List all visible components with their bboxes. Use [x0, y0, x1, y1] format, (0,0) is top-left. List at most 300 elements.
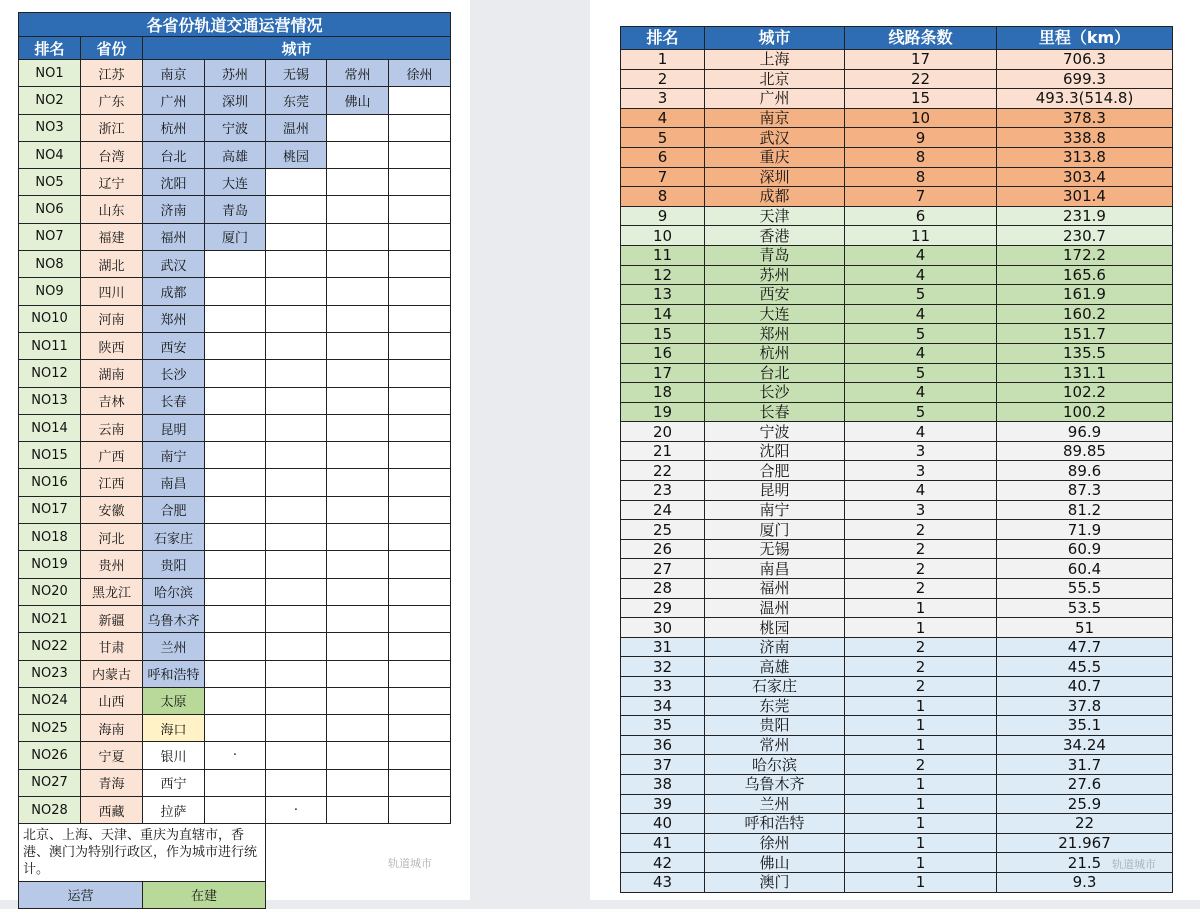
table-row — [621, 343, 1173, 363]
lines-cell: 6 — [845, 206, 997, 226]
rank-cell: 25 — [621, 520, 705, 540]
header-rank: 排名 — [19, 37, 81, 60]
empty-cell — [327, 442, 389, 469]
empty-cell — [389, 742, 451, 769]
empty-cell — [327, 305, 389, 332]
province-cell: 内蒙古 — [81, 660, 143, 687]
table-row — [621, 128, 1173, 148]
lines-cell: 1 — [845, 696, 997, 716]
header-rank: 排名 — [621, 27, 705, 50]
table-row — [19, 60, 451, 87]
table-row — [19, 387, 451, 414]
rank-cell: 31 — [621, 637, 705, 657]
city-cell: 苏州 — [205, 60, 266, 87]
empty-cell — [327, 414, 389, 441]
lines-cell: 1 — [845, 872, 997, 892]
mileage-cell: 165.6 — [997, 265, 1173, 285]
empty-cell — [266, 305, 327, 332]
rank-cell: NO11 — [19, 332, 81, 359]
city-cell: 徐州 — [705, 833, 845, 853]
table-row — [621, 716, 1173, 736]
city-cell: 拉萨 — [143, 797, 205, 824]
rank-cell: 9 — [621, 206, 705, 226]
table-row — [621, 833, 1173, 853]
table-row — [621, 657, 1173, 677]
mileage-cell: 71.9 — [997, 520, 1173, 540]
city-cell: 台北 — [143, 141, 205, 168]
empty-cell — [205, 605, 266, 632]
rank-cell: 26 — [621, 539, 705, 559]
empty-cell — [389, 305, 451, 332]
lines-cell: 11 — [845, 226, 997, 246]
lines-cell: 1 — [845, 716, 997, 736]
rank-cell: 40 — [621, 814, 705, 834]
lines-cell: 1 — [845, 598, 997, 618]
mileage-cell: 40.7 — [997, 677, 1173, 697]
lines-cell: 3 — [845, 500, 997, 520]
rank-cell: NO27 — [19, 769, 81, 796]
table-row — [19, 551, 451, 578]
table-row — [621, 500, 1173, 520]
mileage-cell: 51 — [997, 618, 1173, 638]
rank-cell: 23 — [621, 481, 705, 501]
rank-cell: 7 — [621, 167, 705, 187]
city-cell: 大连 — [705, 304, 845, 324]
empty-cell — [266, 278, 327, 305]
city-cell: · — [205, 742, 266, 769]
city-cell: 深圳 — [205, 87, 266, 114]
city-cell: 桃园 — [266, 141, 327, 168]
empty-cell — [327, 278, 389, 305]
city-cell: 上海 — [705, 50, 845, 70]
table-row — [621, 304, 1173, 324]
mileage-cell: 338.8 — [997, 128, 1173, 148]
rank-cell: 33 — [621, 677, 705, 697]
right-table-panel — [590, 0, 1200, 900]
empty-cell — [327, 769, 389, 796]
mileage-cell: 47.7 — [997, 637, 1173, 657]
city-cell: 西安 — [705, 285, 845, 305]
lines-cell: 2 — [845, 559, 997, 579]
city-cell: 兰州 — [143, 633, 205, 660]
lines-cell: 3 — [845, 441, 997, 461]
province-cell: 海南 — [81, 715, 143, 742]
rank-cell: NO20 — [19, 578, 81, 605]
empty-cell — [389, 251, 451, 278]
empty-cell — [205, 797, 266, 824]
legend-building: 在建 — [143, 882, 266, 908]
empty-cell — [266, 687, 327, 714]
rank-cell: 22 — [621, 461, 705, 481]
city-cell: 郑州 — [143, 305, 205, 332]
province-cell: 广东 — [81, 87, 143, 114]
mileage-cell: 230.7 — [997, 226, 1173, 246]
mileage-cell: 37.8 — [997, 696, 1173, 716]
city-cell: 长春 — [705, 402, 845, 422]
table-row — [621, 285, 1173, 305]
legend-operating: 运营 — [19, 882, 143, 908]
rank-cell: 24 — [621, 500, 705, 520]
empty-cell — [205, 687, 266, 714]
province-cell: 吉林 — [81, 387, 143, 414]
empty-cell — [389, 687, 451, 714]
lines-cell: 4 — [845, 304, 997, 324]
lines-cell: 1 — [845, 853, 997, 873]
watermark: 轨道城市 — [1112, 858, 1156, 871]
table-row — [621, 383, 1173, 403]
city-cell: 大连 — [205, 169, 266, 196]
rank-cell: 3 — [621, 89, 705, 109]
lines-cell: 4 — [845, 383, 997, 403]
lines-cell: 4 — [845, 481, 997, 501]
empty-cell — [327, 578, 389, 605]
empty-cell — [266, 660, 327, 687]
empty-cell — [327, 114, 389, 141]
city-cell: 东莞 — [705, 696, 845, 716]
rank-cell: NO6 — [19, 196, 81, 223]
province-cell: 江苏 — [81, 60, 143, 87]
province-cell: 黑龙江 — [81, 578, 143, 605]
rank-cell: NO12 — [19, 360, 81, 387]
rank-cell: 28 — [621, 579, 705, 599]
lines-cell: 15 — [845, 89, 997, 109]
table-row — [19, 660, 451, 687]
city-cell: 常州 — [705, 735, 845, 755]
lines-cell: 10 — [845, 108, 997, 128]
city-cell: 合肥 — [705, 461, 845, 481]
rank-cell: 38 — [621, 774, 705, 794]
table-row — [19, 87, 451, 114]
mileage-cell: 25.9 — [997, 794, 1173, 814]
lines-cell: 5 — [845, 285, 997, 305]
empty-cell — [327, 387, 389, 414]
rank-cell: 1 — [621, 50, 705, 70]
table-row — [621, 187, 1173, 207]
header-city: 城市 — [143, 37, 451, 60]
table-row — [621, 559, 1173, 579]
city-cell: 香港 — [705, 226, 845, 246]
city-cell: 银川 — [143, 742, 205, 769]
city-cell: 昆明 — [143, 414, 205, 441]
city-cell: 福州 — [143, 223, 205, 250]
empty-cell — [205, 633, 266, 660]
rank-cell: 35 — [621, 716, 705, 736]
rank-cell: NO21 — [19, 605, 81, 632]
city-cell: 常州 — [327, 60, 389, 87]
city-cell: 青岛 — [205, 196, 266, 223]
city-cell: 杭州 — [143, 114, 205, 141]
lines-cell: 2 — [845, 657, 997, 677]
table-row — [19, 414, 451, 441]
province-cell: 山东 — [81, 196, 143, 223]
empty-cell — [389, 332, 451, 359]
mileage-cell: 160.2 — [997, 304, 1173, 324]
empty-cell — [327, 169, 389, 196]
lines-cell: 2 — [845, 579, 997, 599]
empty-cell — [389, 469, 451, 496]
empty-cell — [266, 387, 327, 414]
rank-cell: NO8 — [19, 251, 81, 278]
table-row — [621, 441, 1173, 461]
city-cell: 长沙 — [705, 383, 845, 403]
table-row — [621, 324, 1173, 344]
mileage-cell: 22 — [997, 814, 1173, 834]
province-table — [18, 12, 451, 909]
city-cell: 广州 — [705, 89, 845, 109]
mileage-cell: 231.9 — [997, 206, 1173, 226]
rank-cell: NO22 — [19, 633, 81, 660]
rank-cell: 29 — [621, 598, 705, 618]
empty-cell — [389, 578, 451, 605]
table-row — [621, 147, 1173, 167]
empty-cell — [266, 715, 327, 742]
empty-cell — [327, 633, 389, 660]
province-cell: 浙江 — [81, 114, 143, 141]
empty-cell — [205, 551, 266, 578]
rank-cell: 5 — [621, 128, 705, 148]
empty-cell — [327, 687, 389, 714]
empty-cell — [266, 496, 327, 523]
rank-cell: NO15 — [19, 442, 81, 469]
watermark: 轨道城市 — [388, 857, 432, 870]
empty-cell — [266, 442, 327, 469]
city-cell: 沈阳 — [143, 169, 205, 196]
empty-cell — [389, 633, 451, 660]
empty-cell — [327, 524, 389, 551]
city-cell: 太原 — [143, 687, 205, 714]
mileage-cell: 172.2 — [997, 245, 1173, 265]
empty-cell — [389, 524, 451, 551]
table-row — [19, 687, 451, 714]
city-cell: 长沙 — [143, 360, 205, 387]
city-cell: 澳门 — [705, 872, 845, 892]
rank-cell: 32 — [621, 657, 705, 677]
rank-cell: NO5 — [19, 169, 81, 196]
city-cell: 徐州 — [389, 60, 451, 87]
empty-cell — [389, 169, 451, 196]
city-cell: 高雄 — [205, 141, 266, 168]
mileage-cell: 35.1 — [997, 716, 1173, 736]
empty-cell — [266, 824, 451, 882]
empty-cell — [205, 360, 266, 387]
rank-cell: NO28 — [19, 797, 81, 824]
empty-cell — [205, 524, 266, 551]
table-row — [621, 696, 1173, 716]
lines-cell: 4 — [845, 265, 997, 285]
empty-cell — [205, 469, 266, 496]
empty-cell — [389, 387, 451, 414]
rank-cell: NO14 — [19, 414, 81, 441]
city-cell: 广州 — [143, 87, 205, 114]
city-cell: 成都 — [705, 187, 845, 207]
mileage-cell: 303.4 — [997, 167, 1173, 187]
city-cell: 哈尔滨 — [143, 578, 205, 605]
mileage-cell: 81.2 — [997, 500, 1173, 520]
footnote: 北京、上海、天津、重庆为直辖市，香港、澳门为特别行政区，作为城市进行统计。 — [19, 824, 266, 882]
table-row — [19, 769, 451, 796]
mileage-cell: 135.5 — [997, 343, 1173, 363]
province-cell: 安徽 — [81, 496, 143, 523]
province-cell: 江西 — [81, 469, 143, 496]
empty-cell — [327, 251, 389, 278]
table-row — [19, 196, 451, 223]
mileage-cell: 493.3(514.8) — [997, 89, 1173, 109]
table-row — [621, 520, 1173, 540]
table-row — [621, 89, 1173, 109]
empty-cell — [327, 742, 389, 769]
lines-cell: 2 — [845, 520, 997, 540]
city-cell: 佛山 — [327, 87, 389, 114]
lines-cell: 7 — [845, 187, 997, 207]
mileage-cell: 706.3 — [997, 50, 1173, 70]
rank-cell: NO13 — [19, 387, 81, 414]
rank-cell: NO4 — [19, 141, 81, 168]
province-cell: 宁夏 — [81, 742, 143, 769]
city-cell: 杭州 — [705, 343, 845, 363]
city-cell: 无锡 — [705, 539, 845, 559]
city-cell: 沈阳 — [705, 441, 845, 461]
province-cell: 甘肃 — [81, 633, 143, 660]
rank-cell: 39 — [621, 794, 705, 814]
mileage-cell: 21.5 — [997, 853, 1173, 873]
lines-cell: 2 — [845, 539, 997, 559]
city-cell: 长春 — [143, 387, 205, 414]
empty-cell — [389, 141, 451, 168]
empty-cell — [266, 633, 327, 660]
city-cell: 佛山 — [705, 853, 845, 873]
header-mileage: 里程（km） — [997, 27, 1173, 50]
lines-cell: 1 — [845, 774, 997, 794]
city-cell: 宁波 — [705, 422, 845, 442]
rank-cell: 18 — [621, 383, 705, 403]
table-row — [621, 735, 1173, 755]
rank-cell: 14 — [621, 304, 705, 324]
empty-cell — [389, 605, 451, 632]
rank-cell: 21 — [621, 441, 705, 461]
province-cell: 西藏 — [81, 797, 143, 824]
lines-cell: 4 — [845, 245, 997, 265]
rank-cell: NO7 — [19, 223, 81, 250]
empty-cell — [327, 332, 389, 359]
city-cell: 桃园 — [705, 618, 845, 638]
mileage-cell: 102.2 — [997, 383, 1173, 403]
city-cell: 福州 — [705, 579, 845, 599]
province-cell: 云南 — [81, 414, 143, 441]
table-row — [19, 169, 451, 196]
province-cell: 青海 — [81, 769, 143, 796]
city-cell: 苏州 — [705, 265, 845, 285]
city-cell: 石家庄 — [143, 524, 205, 551]
table-row — [621, 461, 1173, 481]
empty-cell — [205, 251, 266, 278]
empty-cell — [266, 551, 327, 578]
table-row — [621, 579, 1173, 599]
header-province: 省份 — [81, 37, 143, 60]
empty-cell — [266, 469, 327, 496]
empty-cell — [205, 332, 266, 359]
city-cell: 济南 — [705, 637, 845, 657]
empty-cell — [327, 469, 389, 496]
table-row — [621, 677, 1173, 697]
mileage-cell: 34.24 — [997, 735, 1173, 755]
city-cell: 无锡 — [266, 60, 327, 87]
table-row — [621, 50, 1173, 70]
empty-cell — [327, 715, 389, 742]
city-cell: 台北 — [705, 363, 845, 383]
rank-cell: NO9 — [19, 278, 81, 305]
mileage-cell: 53.5 — [997, 598, 1173, 618]
table-title: 各省份轨道交通运营情况 — [19, 13, 451, 37]
rank-cell: 10 — [621, 226, 705, 246]
empty-cell — [205, 660, 266, 687]
mileage-cell: 31.7 — [997, 755, 1173, 775]
table-row — [19, 715, 451, 742]
lines-cell: 5 — [845, 324, 997, 344]
rank-cell: NO25 — [19, 715, 81, 742]
city-cell: 南宁 — [705, 500, 845, 520]
table-row — [621, 265, 1173, 285]
table-row — [19, 633, 451, 660]
rank-cell: 4 — [621, 108, 705, 128]
empty-cell — [327, 660, 389, 687]
table-row — [621, 167, 1173, 187]
mileage-cell: 699.3 — [997, 69, 1173, 89]
mileage-cell: 96.9 — [997, 422, 1173, 442]
table-row — [621, 422, 1173, 442]
city-cell: 合肥 — [143, 496, 205, 523]
empty-cell — [205, 496, 266, 523]
city-cell: 乌鲁木齐 — [143, 605, 205, 632]
mileage-cell: 301.4 — [997, 187, 1173, 207]
empty-cell — [205, 769, 266, 796]
city-cell: 济南 — [143, 196, 205, 223]
empty-cell — [327, 223, 389, 250]
table-row — [621, 598, 1173, 618]
city-cell: 厦门 — [205, 223, 266, 250]
lines-cell: 1 — [845, 794, 997, 814]
mileage-cell: 45.5 — [997, 657, 1173, 677]
table-row — [19, 223, 451, 250]
city-cell: 武汉 — [143, 251, 205, 278]
rank-cell: NO1 — [19, 60, 81, 87]
lines-cell: 9 — [845, 128, 997, 148]
empty-cell — [266, 524, 327, 551]
empty-cell — [389, 715, 451, 742]
city-cell: 温州 — [705, 598, 845, 618]
table-row — [19, 524, 451, 551]
city-cell: 海口 — [143, 715, 205, 742]
rank-cell: 30 — [621, 618, 705, 638]
mileage-cell: 60.9 — [997, 539, 1173, 559]
empty-cell — [389, 196, 451, 223]
rank-cell: NO26 — [19, 742, 81, 769]
province-cell: 贵州 — [81, 551, 143, 578]
rank-cell: 6 — [621, 147, 705, 167]
empty-cell — [205, 715, 266, 742]
lines-cell: 17 — [845, 50, 997, 70]
empty-cell — [389, 278, 451, 305]
mileage-cell: 89.6 — [997, 461, 1173, 481]
rank-cell: 43 — [621, 872, 705, 892]
city-cell: 北京 — [705, 69, 845, 89]
lines-cell: 4 — [845, 343, 997, 363]
city-cell: · — [266, 797, 327, 824]
rank-cell: NO24 — [19, 687, 81, 714]
rank-cell: NO16 — [19, 469, 81, 496]
rank-cell: NO23 — [19, 660, 81, 687]
table-row — [19, 469, 451, 496]
city-cell: 南宁 — [143, 442, 205, 469]
